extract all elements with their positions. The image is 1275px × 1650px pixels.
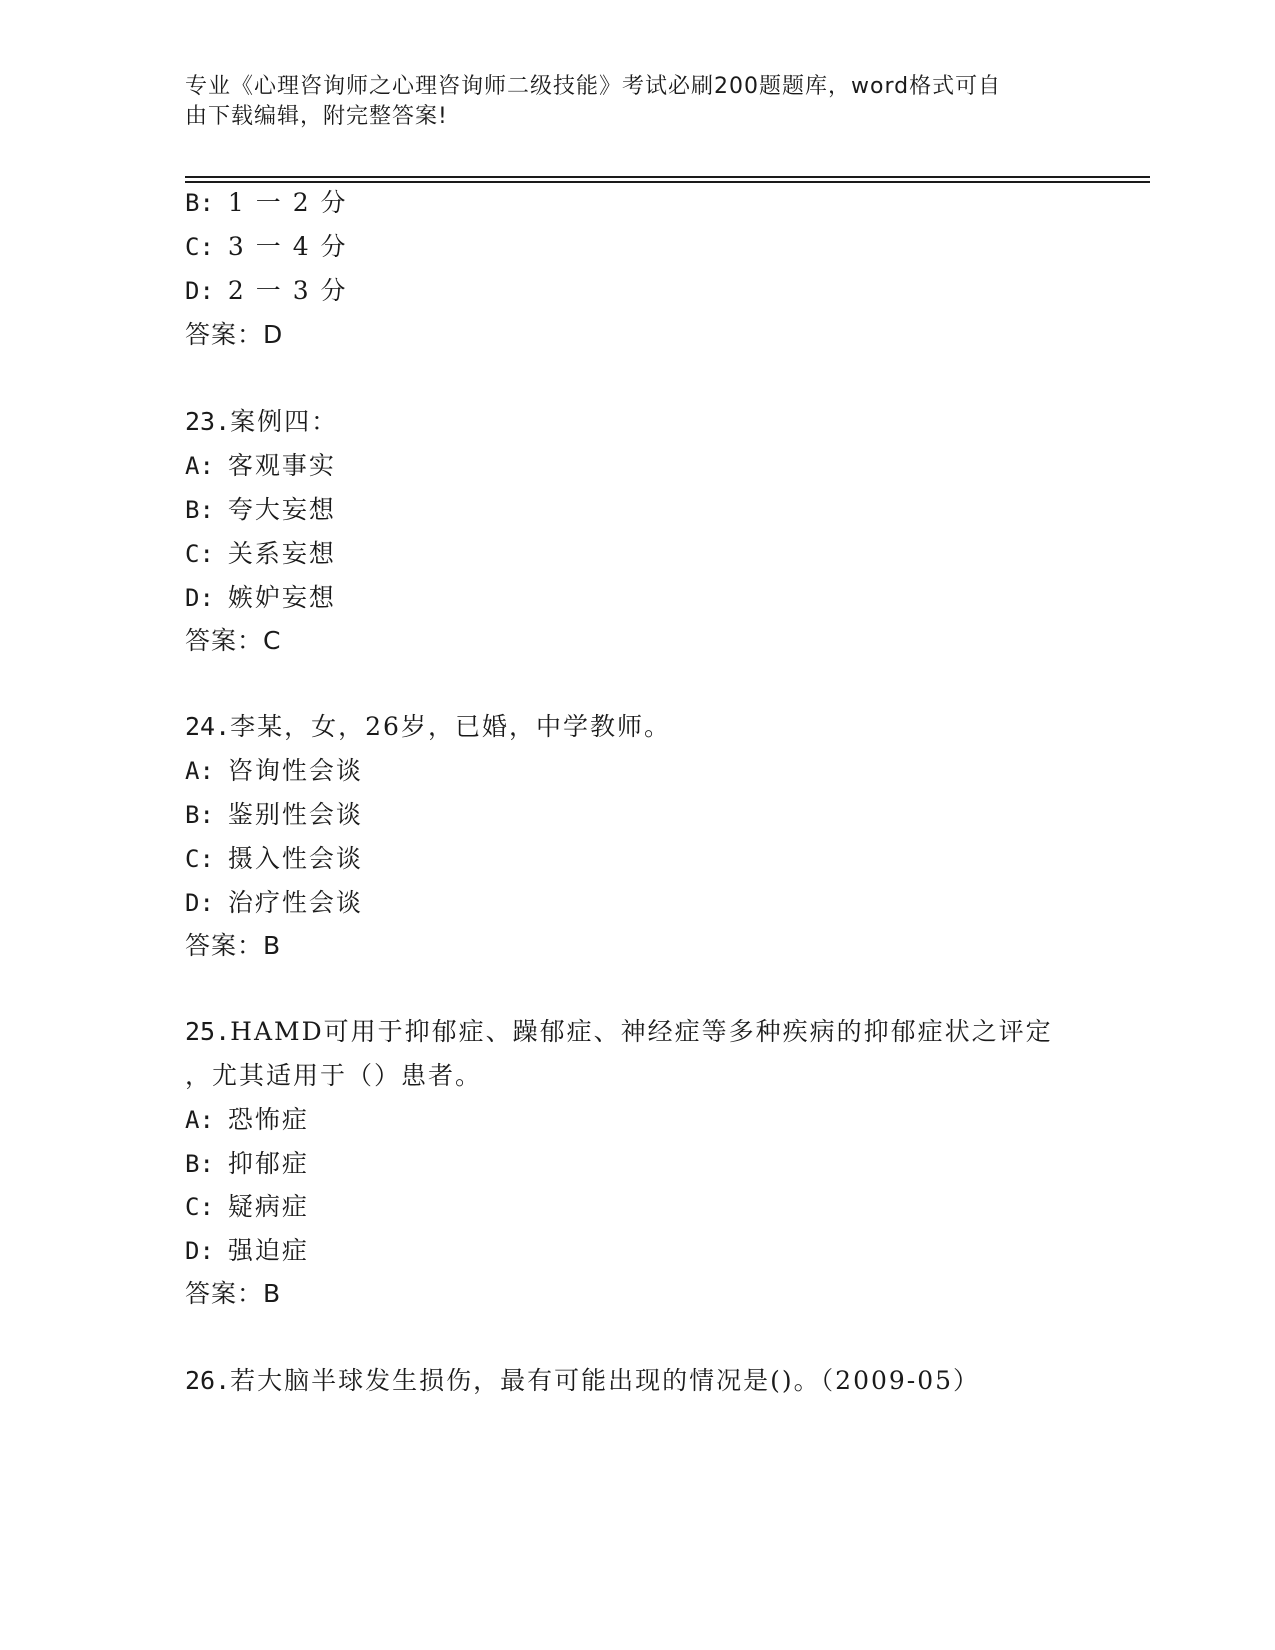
- q23-option-a: A: 客观事实: [185, 451, 336, 480]
- q23-option-b: B: 夸大妄想: [185, 495, 336, 524]
- q24-answer: 答案：B: [185, 931, 282, 960]
- q25-option-a: A: 恐怖症: [185, 1105, 309, 1134]
- q24-option-c: C: 摄入性会谈: [185, 844, 363, 873]
- q24-stem: 24.李某，女，26岁，已婚，中学教师。: [185, 712, 671, 741]
- q25-option-b: B: 抑郁症: [185, 1149, 309, 1178]
- q22-option-b: B: 1 一 2 分: [185, 188, 348, 217]
- q22-answer: 答案：D: [185, 320, 284, 349]
- q26-stem: 26.若大脑半球发生损伤，最有可能出现的情况是()。（2009-05）: [185, 1366, 981, 1395]
- q25-stem-line-1: 25.HAMD可用于抑郁症、躁郁症、神经症等多种疾病的抑郁症状之评定: [185, 1017, 1053, 1046]
- q24-option-b: B: 鉴别性会谈: [185, 800, 363, 829]
- header-line-2: 由下载编辑，附完整答案!: [185, 104, 448, 129]
- q25-option-d: D: 强迫症: [185, 1236, 309, 1265]
- q22-option-c: C: 3 一 4 分: [185, 232, 348, 261]
- q25-stem-line-2: ，尤其适用于（）患者。: [185, 1061, 483, 1090]
- q23-stem: 23.案例四：: [185, 407, 339, 436]
- q22-option-d: D: 2 一 3 分: [185, 276, 348, 305]
- q23-answer: 答案：C: [185, 626, 282, 655]
- q23-option-d: D: 嫉妒妄想: [185, 583, 336, 612]
- q25-option-c: C: 疑病症: [185, 1192, 309, 1221]
- q23-option-c: C: 关系妄想: [185, 539, 336, 568]
- q24-option-d: D: 治疗性会谈: [185, 888, 363, 917]
- header-line-1: 专业《心理咨询师之心理咨询师二级技能》考试必刷200题题库，word格式可自: [185, 74, 1002, 99]
- header-rule-bottom: [185, 181, 1150, 183]
- header-rule-top: [185, 176, 1150, 178]
- q25-answer: 答案：B: [185, 1279, 282, 1308]
- q24-option-a: A: 咨询性会谈: [185, 756, 363, 785]
- document-header: [185, 72, 1085, 132]
